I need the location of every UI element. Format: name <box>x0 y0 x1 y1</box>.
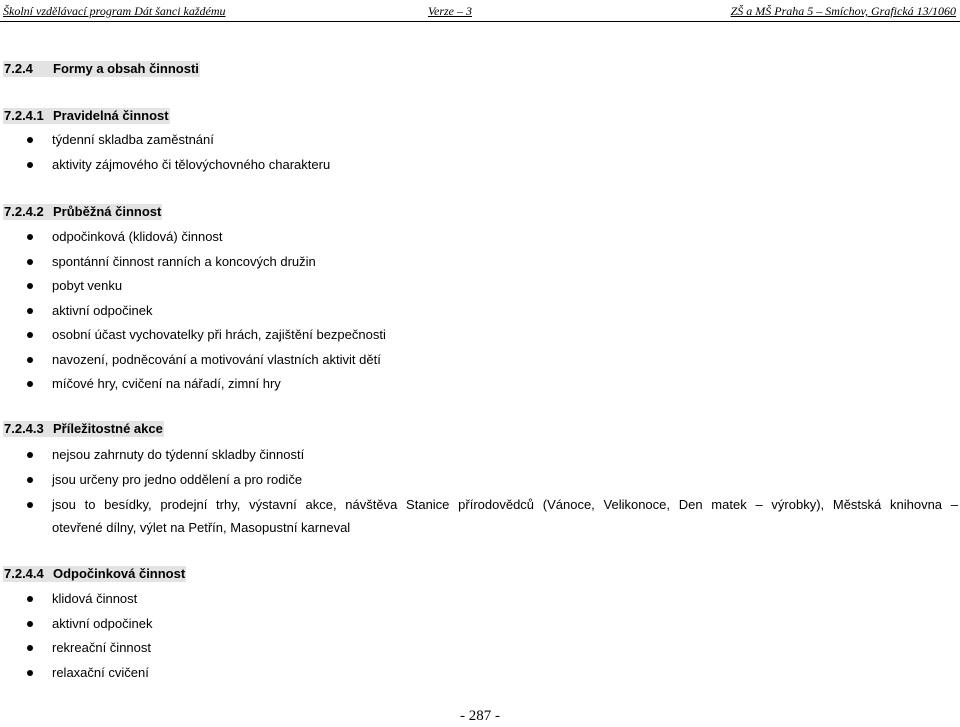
header-school-program: Školní vzdělávací program Dát šanci každému <box>3 4 226 18</box>
bullet-icon <box>27 137 33 143</box>
list-item-text: spontánní činnost ranních a koncových družin <box>52 253 316 269</box>
list-item-text-line-1: jsou to besídky, prodejní trhy, výstavní akce, návštěva Stanice přírodovědců (Vánoce, Velikonoce, Den matek – výrobky), Městská knihovna – <box>52 497 958 512</box>
bullet-icon <box>27 452 33 458</box>
subsection-title: Příležitostné akce <box>53 421 163 436</box>
bullet-icon <box>27 670 33 676</box>
list-item-text: klidová činnost <box>52 591 138 606</box>
subsection-title: Odpočinková činnost <box>53 566 186 581</box>
list-regular-activity <box>0 131 960 180</box>
list-item <box>0 302 960 327</box>
section-number: 7.2.4 <box>4 61 33 76</box>
subsection-number: 7.2.4.3 <box>4 421 44 436</box>
list-item-events-examples <box>0 494 960 542</box>
subsection-title: Průběžná činnost <box>53 204 162 219</box>
bullet-icon <box>27 477 33 483</box>
list-item-text: osobní účast vychovatelky při hrách, zajištění bezpečnosti <box>52 327 386 342</box>
list-item-text: rekreační činnost <box>52 640 151 655</box>
list-item <box>0 228 960 253</box>
bullet-icon <box>27 234 33 240</box>
bullet-icon <box>27 381 33 387</box>
list-item <box>0 375 960 400</box>
header-school-address: ZŠ a MŠ Praha 5 – Smíchov, Grafická 13/1060 <box>730 4 956 18</box>
list-item <box>0 471 960 496</box>
bullet-icon <box>27 283 33 289</box>
list-item <box>0 590 960 615</box>
list-item <box>0 664 960 689</box>
list-item-text: aktivity zájmového či tělovýchovného charakteru <box>52 156 331 172</box>
list-item-text: jsou určeny pro jedno oddělení a pro rodiče <box>52 471 303 487</box>
bullet-icon <box>27 621 33 627</box>
section-title: Formy a obsah činnosti <box>53 61 199 76</box>
page-number: - 287 - <box>460 708 500 724</box>
bullet-icon <box>27 645 33 651</box>
list-item-text-line-2: otevřené dílny, výlet na Petřín, Masopustní karneval <box>52 520 351 535</box>
bullet-icon <box>27 259 33 265</box>
list-item <box>0 131 960 156</box>
list-item-text: aktivní odpočinek <box>52 302 153 318</box>
list-item-text: míčové hry, cvičení na nářadí, zimní hry <box>52 376 281 391</box>
subsection-heading-4 <box>3 566 186 582</box>
subsection-number: 7.2.4.2 <box>4 204 44 219</box>
bullet-icon <box>27 308 33 314</box>
list-item <box>0 615 960 640</box>
list-item <box>0 277 960 302</box>
list-item-text: aktivní odpočinek <box>52 615 153 631</box>
list-item <box>0 351 960 376</box>
bullet-icon <box>27 502 33 508</box>
header-version: Verze – 3 <box>428 4 472 18</box>
list-item-text: pobyt venku <box>52 278 123 293</box>
bullet-icon <box>27 596 33 602</box>
bullet-icon <box>27 357 33 363</box>
list-item-text: nejsou zahrnuty do týdenní skladby činností <box>52 447 305 462</box>
subsection-number: 7.2.4.1 <box>4 108 44 123</box>
subsection-number: 7.2.4.4 <box>4 566 44 581</box>
list-item-text: navození, podněcování a motivování vlastních aktivit dětí <box>52 351 381 367</box>
list-ongoing-activity <box>0 228 960 400</box>
subsection-heading-1 <box>3 108 170 124</box>
page-header <box>0 0 960 22</box>
bullet-icon <box>27 162 33 168</box>
bullet-icon <box>27 332 33 338</box>
list-occasional-events <box>0 446 960 495</box>
subsection-heading-3 <box>3 421 164 437</box>
list-item-text: relaxační cvičení <box>52 664 149 680</box>
list-item <box>0 326 960 351</box>
subsection-title: Pravidelná činnost <box>53 108 169 123</box>
list-item <box>0 253 960 278</box>
list-item-text: týdenní skladba zaměstnání <box>52 132 214 147</box>
list-item <box>0 639 960 664</box>
list-item <box>0 156 960 181</box>
list-item <box>0 446 960 471</box>
section-heading <box>3 61 200 77</box>
list-rest-activity <box>0 590 960 688</box>
subsection-heading-2 <box>3 204 162 220</box>
list-item-text: odpočinková (klidová) činnost <box>52 229 223 244</box>
